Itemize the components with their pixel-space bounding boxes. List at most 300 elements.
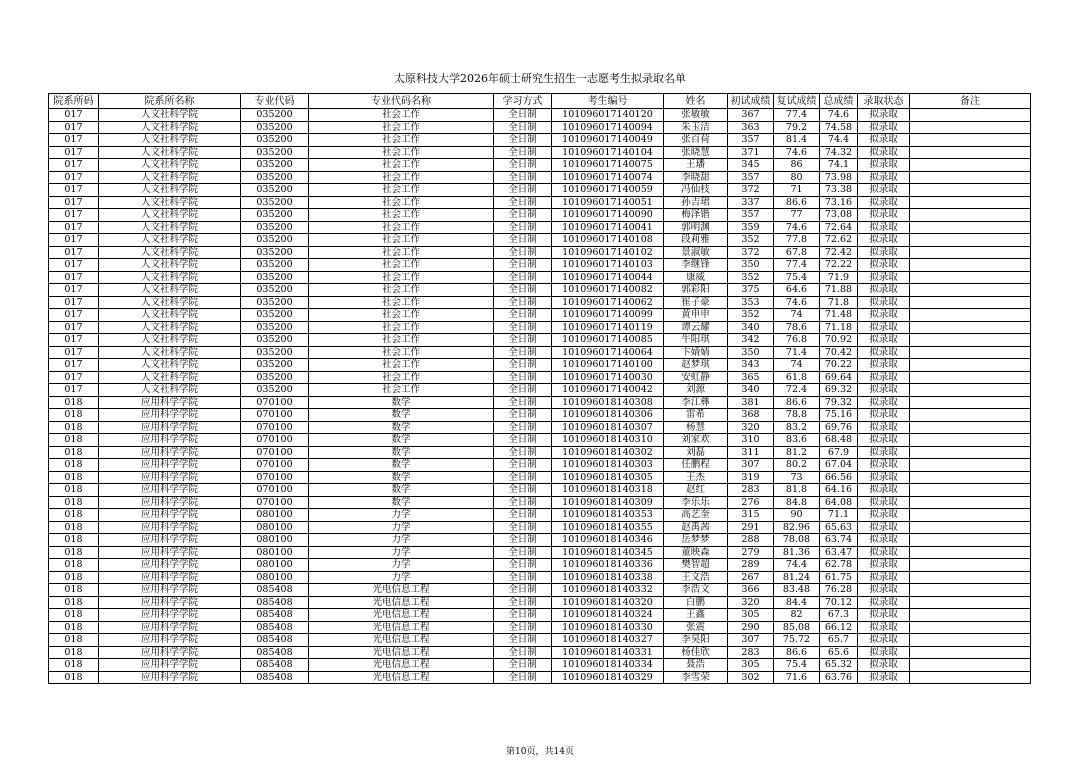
candidate-id-cell: 101096017140094 <box>552 121 664 134</box>
name-cell: 赵梦琪 <box>664 359 728 372</box>
remarks-cell <box>910 209 1031 222</box>
dept-name-cell: 应用科学学院 <box>99 421 241 434</box>
status-cell: 拟录取 <box>858 171 910 184</box>
name-cell: 聂浩 <box>664 659 728 672</box>
candidate-id-cell: 101096018140318 <box>552 484 664 497</box>
initial-score-cell: 357 <box>728 209 774 222</box>
status-cell: 拟录取 <box>858 146 910 159</box>
candidate-id-cell: 101096018140345 <box>552 546 664 559</box>
candidate-id-cell: 101096017140064 <box>552 346 664 359</box>
total-score-cell: 73.98 <box>820 171 858 184</box>
initial-score-cell: 307 <box>728 459 774 472</box>
major-name-cell: 数学 <box>309 434 494 447</box>
candidate-id-cell: 101096018140330 <box>552 621 664 634</box>
major-code-cell: 080100 <box>241 509 309 522</box>
table-row <box>49 521 1031 534</box>
status-cell: 拟录取 <box>858 409 910 422</box>
initial-score-cell: 368 <box>728 409 774 422</box>
status-cell: 拟录取 <box>858 646 910 659</box>
status-cell: 拟录取 <box>858 359 910 372</box>
table-row <box>49 509 1031 522</box>
major-name-cell: 光电信息工程 <box>309 646 494 659</box>
remarks-cell <box>910 234 1031 247</box>
dept-code-cell: 018 <box>49 509 99 522</box>
total-score-cell: 70.42 <box>820 346 858 359</box>
retest-score-cell: 75.4 <box>774 659 820 672</box>
table-row <box>49 371 1031 384</box>
dept-name-cell: 应用科学学院 <box>99 471 241 484</box>
initial-score-cell: 371 <box>728 146 774 159</box>
dept-code-cell: 018 <box>49 409 99 422</box>
name-cell: 张晓慧 <box>664 146 728 159</box>
initial-score-cell: 340 <box>728 321 774 334</box>
total-score-cell: 67.04 <box>820 459 858 472</box>
initial-score-cell: 345 <box>728 159 774 172</box>
study-mode-cell: 全日制 <box>494 184 552 197</box>
study-mode-cell: 全日制 <box>494 434 552 447</box>
candidate-id-cell: 101096017140059 <box>552 184 664 197</box>
study-mode-cell: 全日制 <box>494 646 552 659</box>
study-mode-cell: 全日制 <box>494 446 552 459</box>
total-score-cell: 65.63 <box>820 521 858 534</box>
dept-name-cell: 人文社科学院 <box>99 109 241 122</box>
status-cell: 拟录取 <box>858 396 910 409</box>
table-row <box>49 471 1031 484</box>
retest-score-cell: 61.8 <box>774 371 820 384</box>
study-mode-cell: 全日制 <box>494 196 552 209</box>
table-row <box>49 296 1031 309</box>
major-name-cell: 光电信息工程 <box>309 659 494 672</box>
retest-score-cell: 80.2 <box>774 459 820 472</box>
status-cell: 拟录取 <box>858 109 910 122</box>
retest-score-cell: 81.2 <box>774 446 820 459</box>
candidate-id-cell: 101096017140082 <box>552 284 664 297</box>
major-code-cell: 085408 <box>241 621 309 634</box>
dept-code-cell: 017 <box>49 246 99 259</box>
major-name-cell: 光电信息工程 <box>309 596 494 609</box>
candidate-id-cell: 101096017140030 <box>552 371 664 384</box>
candidate-id-cell: 101096017140044 <box>552 271 664 284</box>
study-mode-cell: 全日制 <box>494 509 552 522</box>
dept-name-cell: 应用科学学院 <box>99 484 241 497</box>
study-mode-cell: 全日制 <box>494 521 552 534</box>
initial-score-cell: 372 <box>728 184 774 197</box>
remarks-cell <box>910 146 1031 159</box>
remarks-cell <box>910 621 1031 634</box>
retest-score-cell: 74 <box>774 359 820 372</box>
table-body <box>49 109 1031 684</box>
total-score-cell: 68.48 <box>820 434 858 447</box>
dept-name-cell: 应用科学学院 <box>99 671 241 684</box>
total-score-cell: 70.12 <box>820 596 858 609</box>
retest-score-cell: 72.4 <box>774 384 820 397</box>
name-cell: 李昊阳 <box>664 634 728 647</box>
dept-code-cell: 017 <box>49 346 99 359</box>
remarks-cell <box>910 646 1031 659</box>
dept-code-cell: 017 <box>49 309 99 322</box>
candidate-id-cell: 101096017140074 <box>552 171 664 184</box>
status-cell: 拟录取 <box>858 246 910 259</box>
dept-code-cell: 017 <box>49 284 99 297</box>
remarks-cell <box>910 521 1031 534</box>
table-row <box>49 209 1031 222</box>
candidate-id-cell: 101096017140108 <box>552 234 664 247</box>
study-mode-cell: 全日制 <box>494 421 552 434</box>
study-mode-cell: 全日制 <box>494 321 552 334</box>
table-row <box>49 271 1031 284</box>
status-cell: 拟录取 <box>858 121 910 134</box>
document-title: 太原科技大学2026年硕士研究生招生一志愿考生拟录取名单 <box>394 72 686 85</box>
table-row <box>49 334 1031 347</box>
retest-score-cell: 81.8 <box>774 484 820 497</box>
study-mode-cell: 全日制 <box>494 121 552 134</box>
initial-score-cell: 375 <box>728 284 774 297</box>
status-cell: 拟录取 <box>858 471 910 484</box>
major-name-cell: 社会工作 <box>309 321 494 334</box>
status-cell: 拟录取 <box>858 271 910 284</box>
major-name-cell: 光电信息工程 <box>309 671 494 684</box>
major-name-cell: 社会工作 <box>309 221 494 234</box>
table-header <box>49 94 1031 109</box>
major-name-cell: 社会工作 <box>309 209 494 222</box>
study-mode-cell: 全日制 <box>494 209 552 222</box>
major-name-cell: 光电信息工程 <box>309 609 494 622</box>
major-code-cell: 085408 <box>241 609 309 622</box>
header-row <box>49 94 1031 109</box>
study-mode-cell: 全日制 <box>494 271 552 284</box>
retest-score-cell: 78.08 <box>774 534 820 547</box>
table-row <box>49 571 1031 584</box>
total-score-cell: 74.58 <box>820 121 858 134</box>
status-cell: 拟录取 <box>858 596 910 609</box>
table-row <box>49 284 1031 297</box>
dept-code-cell: 018 <box>49 434 99 447</box>
major-code-cell: 085408 <box>241 671 309 684</box>
dept-code-cell: 018 <box>49 446 99 459</box>
dept-code-cell: 018 <box>49 584 99 597</box>
total-score-cell: 71.48 <box>820 309 858 322</box>
retest-score-cell: 77.8 <box>774 234 820 247</box>
candidate-id-cell: 101096018140303 <box>552 459 664 472</box>
name-cell: 李雪荣 <box>664 671 728 684</box>
remarks-cell <box>910 396 1031 409</box>
dept-name-cell: 应用科学学院 <box>99 509 241 522</box>
study-mode-cell: 全日制 <box>494 296 552 309</box>
major-code-cell: 070100 <box>241 434 309 447</box>
candidate-id-cell: 101096018140329 <box>552 671 664 684</box>
name-cell: 冯仙枝 <box>664 184 728 197</box>
dept-name-cell: 应用科学学院 <box>99 521 241 534</box>
name-cell: 王鑫 <box>664 609 728 622</box>
retest-score-cell: 86.6 <box>774 396 820 409</box>
retest-score-cell: 76.8 <box>774 334 820 347</box>
dept-name-cell: 人文社科学院 <box>99 171 241 184</box>
name-cell: 董映森 <box>664 546 728 559</box>
initial-score-cell: 359 <box>728 221 774 234</box>
remarks-header: 备注 <box>910 94 1031 109</box>
dept-name-cell: 应用科学学院 <box>99 646 241 659</box>
major-code-cell: 070100 <box>241 409 309 422</box>
dept-code-header: 院系所码 <box>49 94 99 109</box>
remarks-cell <box>910 471 1031 484</box>
major-name-cell: 光电信息工程 <box>309 634 494 647</box>
retest-score-cell: 71.6 <box>774 671 820 684</box>
admission-table <box>48 93 1031 684</box>
dept-code-cell: 018 <box>49 621 99 634</box>
dept-name-cell: 人文社科学院 <box>99 359 241 372</box>
name-cell: 牛阳琪 <box>664 334 728 347</box>
retest-score-cell: 84.4 <box>774 596 820 609</box>
name-cell: 雷希 <box>664 409 728 422</box>
major-code-cell: 070100 <box>241 396 309 409</box>
initial-score-cell: 352 <box>728 309 774 322</box>
initial-score-cell: 357 <box>728 171 774 184</box>
total-score-cell: 74.1 <box>820 159 858 172</box>
candidate-id-cell: 101096017140102 <box>552 246 664 259</box>
retest-score-cell: 81.24 <box>774 571 820 584</box>
candidate-id-cell: 101096017140041 <box>552 221 664 234</box>
retest-score-cell: 74.6 <box>774 146 820 159</box>
remarks-cell <box>910 184 1031 197</box>
candidate-id-cell: 101096017140075 <box>552 159 664 172</box>
major-name-cell: 社会工作 <box>309 234 494 247</box>
dept-code-cell: 017 <box>49 384 99 397</box>
status-cell: 拟录取 <box>858 459 910 472</box>
dept-name-cell: 应用科学学院 <box>99 584 241 597</box>
study-mode-cell: 全日制 <box>494 471 552 484</box>
retest-score-cell: 82 <box>774 609 820 622</box>
remarks-cell <box>910 534 1031 547</box>
study-mode-cell: 全日制 <box>494 584 552 597</box>
name-cell: 卞婧婧 <box>664 346 728 359</box>
retest-score-cell: 67.8 <box>774 246 820 259</box>
dept-code-cell: 018 <box>49 659 99 672</box>
dept-name-cell: 人文社科学院 <box>99 221 241 234</box>
name-cell: 黄申申 <box>664 309 728 322</box>
status-cell: 拟录取 <box>858 234 910 247</box>
dept-code-cell: 018 <box>49 646 99 659</box>
dept-name-header: 院系所名称 <box>99 94 241 109</box>
retest-score-cell: 90 <box>774 509 820 522</box>
study-mode-cell: 全日制 <box>494 546 552 559</box>
remarks-cell <box>910 459 1031 472</box>
total-score-cell: 66.56 <box>820 471 858 484</box>
total-score-cell: 71.18 <box>820 321 858 334</box>
dept-code-cell: 018 <box>49 534 99 547</box>
candidate-id-cell: 101096017140100 <box>552 359 664 372</box>
total-score-cell: 64.08 <box>820 496 858 509</box>
table-row <box>49 584 1031 597</box>
dept-name-cell: 人文社科学院 <box>99 296 241 309</box>
table-row <box>49 346 1031 359</box>
remarks-cell <box>910 134 1031 147</box>
total-score-cell: 69.64 <box>820 371 858 384</box>
major-code-cell: 035200 <box>241 334 309 347</box>
study-mode-cell: 全日制 <box>494 109 552 122</box>
total-score-cell: 70.92 <box>820 334 858 347</box>
retest-score-cell: 81.4 <box>774 134 820 147</box>
name-cell: 景淑敏 <box>664 246 728 259</box>
table-row <box>49 121 1031 134</box>
dept-code-cell: 017 <box>49 371 99 384</box>
name-cell: 岳梦梦 <box>664 534 728 547</box>
candidate-id-cell: 101096018140309 <box>552 496 664 509</box>
remarks-cell <box>910 634 1031 647</box>
dept-code-cell: 018 <box>49 459 99 472</box>
retest-score-cell: 86.6 <box>774 646 820 659</box>
dept-name-cell: 应用科学学院 <box>99 559 241 572</box>
dept-code-cell: 017 <box>49 121 99 134</box>
candidate-id-cell: 101096017140104 <box>552 146 664 159</box>
remarks-cell <box>910 596 1031 609</box>
status-cell: 拟录取 <box>858 296 910 309</box>
retest-score-cell: 82.96 <box>774 521 820 534</box>
status-cell: 拟录取 <box>858 446 910 459</box>
name-cell: 刘磊 <box>664 446 728 459</box>
dept-code-cell: 017 <box>49 271 99 284</box>
initial-score-cell: 319 <box>728 471 774 484</box>
table-row <box>49 234 1031 247</box>
status-cell: 拟录取 <box>858 496 910 509</box>
remarks-cell <box>910 671 1031 684</box>
total-score-cell: 75.16 <box>820 409 858 422</box>
study-mode-cell: 全日制 <box>494 609 552 622</box>
initial-score-cell: 363 <box>728 121 774 134</box>
remarks-cell <box>910 109 1031 122</box>
initial-score-cell: 340 <box>728 384 774 397</box>
major-name-cell: 社会工作 <box>309 309 494 322</box>
remarks-cell <box>910 321 1031 334</box>
initial-score-cell: 381 <box>728 396 774 409</box>
total-score-cell: 72.22 <box>820 259 858 272</box>
status-cell: 拟录取 <box>858 346 910 359</box>
major-code-cell: 035200 <box>241 384 309 397</box>
retest-score-cell: 81.36 <box>774 546 820 559</box>
dept-code-cell: 018 <box>49 609 99 622</box>
dept-code-cell: 017 <box>49 146 99 159</box>
total-score-cell: 74.6 <box>820 109 858 122</box>
study-mode-cell: 全日制 <box>494 346 552 359</box>
study-mode-cell: 全日制 <box>494 621 552 634</box>
table-row <box>49 496 1031 509</box>
candidate-id-cell: 101096018140310 <box>552 434 664 447</box>
candidate-id-cell: 101096018140327 <box>552 634 664 647</box>
initial-score-cell: 320 <box>728 596 774 609</box>
name-cell: 李晓甜 <box>664 171 728 184</box>
candidate-id-cell: 101096018140306 <box>552 409 664 422</box>
name-cell: 王璠 <box>664 159 728 172</box>
major-code-cell: 070100 <box>241 459 309 472</box>
dept-code-cell: 017 <box>49 184 99 197</box>
study-mode-cell: 全日制 <box>494 571 552 584</box>
remarks-cell <box>910 559 1031 572</box>
status-header: 录取状态 <box>858 94 910 109</box>
page-footer: 第10页，共14页 <box>506 747 574 757</box>
status-cell: 拟录取 <box>858 284 910 297</box>
name-cell: 李乐乐 <box>664 496 728 509</box>
major-code-cell: 035200 <box>241 346 309 359</box>
study-mode-cell: 全日制 <box>494 159 552 172</box>
remarks-cell <box>910 259 1031 272</box>
remarks-cell <box>910 384 1031 397</box>
retest-score-cell: 83.6 <box>774 434 820 447</box>
retest-score-cell: 75.72 <box>774 634 820 647</box>
study-mode-cell: 全日制 <box>494 134 552 147</box>
status-cell: 拟录取 <box>858 134 910 147</box>
initial-score-cell: 337 <box>728 196 774 209</box>
dept-name-cell: 人文社科学院 <box>99 321 241 334</box>
major-code-cell: 035200 <box>241 359 309 372</box>
table-row <box>49 409 1031 422</box>
dept-name-cell: 应用科学学院 <box>99 496 241 509</box>
candidate-id-cell: 101096018140346 <box>552 534 664 547</box>
status-cell: 拟录取 <box>858 521 910 534</box>
total-score-cell: 64.16 <box>820 484 858 497</box>
table-row <box>49 534 1031 547</box>
retest-score-cell: 75.4 <box>774 271 820 284</box>
total-score-cell: 67.3 <box>820 609 858 622</box>
major-name-cell: 社会工作 <box>309 346 494 359</box>
candidate-id-cell: 101096017140103 <box>552 259 664 272</box>
name-cell: 康威 <box>664 271 728 284</box>
major-name-cell: 社会工作 <box>309 296 494 309</box>
dept-name-cell: 人文社科学院 <box>99 134 241 147</box>
table-row <box>49 359 1031 372</box>
dept-name-cell: 人文社科学院 <box>99 209 241 222</box>
retest-score-cell: 79.2 <box>774 121 820 134</box>
table-row <box>49 659 1031 672</box>
remarks-cell <box>910 496 1031 509</box>
total-score-cell: 79.32 <box>820 396 858 409</box>
name-cell: 郭明渊 <box>664 221 728 234</box>
study-mode-cell: 全日制 <box>494 221 552 234</box>
dept-name-cell: 应用科学学院 <box>99 609 241 622</box>
dept-code-cell: 017 <box>49 259 99 272</box>
dept-name-cell: 人文社科学院 <box>99 309 241 322</box>
table-row <box>49 159 1031 172</box>
status-cell: 拟录取 <box>858 534 910 547</box>
total-score-cell: 63.47 <box>820 546 858 559</box>
remarks-cell <box>910 171 1031 184</box>
candidate-id-cell: 101096018140308 <box>552 396 664 409</box>
name-cell: 刘源 <box>664 384 728 397</box>
total-score-cell: 71.9 <box>820 271 858 284</box>
remarks-cell <box>910 509 1031 522</box>
total-score-cell: 65.32 <box>820 659 858 672</box>
status-cell: 拟录取 <box>858 509 910 522</box>
initial-score-cell: 267 <box>728 571 774 584</box>
total-score-cell: 66.12 <box>820 621 858 634</box>
table-row <box>49 546 1031 559</box>
dept-code-cell: 017 <box>49 359 99 372</box>
initial-score-cell: 342 <box>728 334 774 347</box>
study-mode-header: 学习方式 <box>494 94 552 109</box>
initial-score-cell: 350 <box>728 259 774 272</box>
status-cell: 拟录取 <box>858 259 910 272</box>
retest-score-cell: 77.4 <box>774 259 820 272</box>
initial-score-cell: 290 <box>728 621 774 634</box>
total-score-cell: 72.62 <box>820 234 858 247</box>
major-name-cell: 数学 <box>309 396 494 409</box>
retest-score-cell: 64.6 <box>774 284 820 297</box>
major-code-cell: 070100 <box>241 484 309 497</box>
table-row <box>49 434 1031 447</box>
retest-score-cell: 74.4 <box>774 559 820 572</box>
major-name-cell: 社会工作 <box>309 171 494 184</box>
table-row <box>49 309 1031 322</box>
major-code-cell: 035200 <box>241 184 309 197</box>
total-score-cell: 73.08 <box>820 209 858 222</box>
